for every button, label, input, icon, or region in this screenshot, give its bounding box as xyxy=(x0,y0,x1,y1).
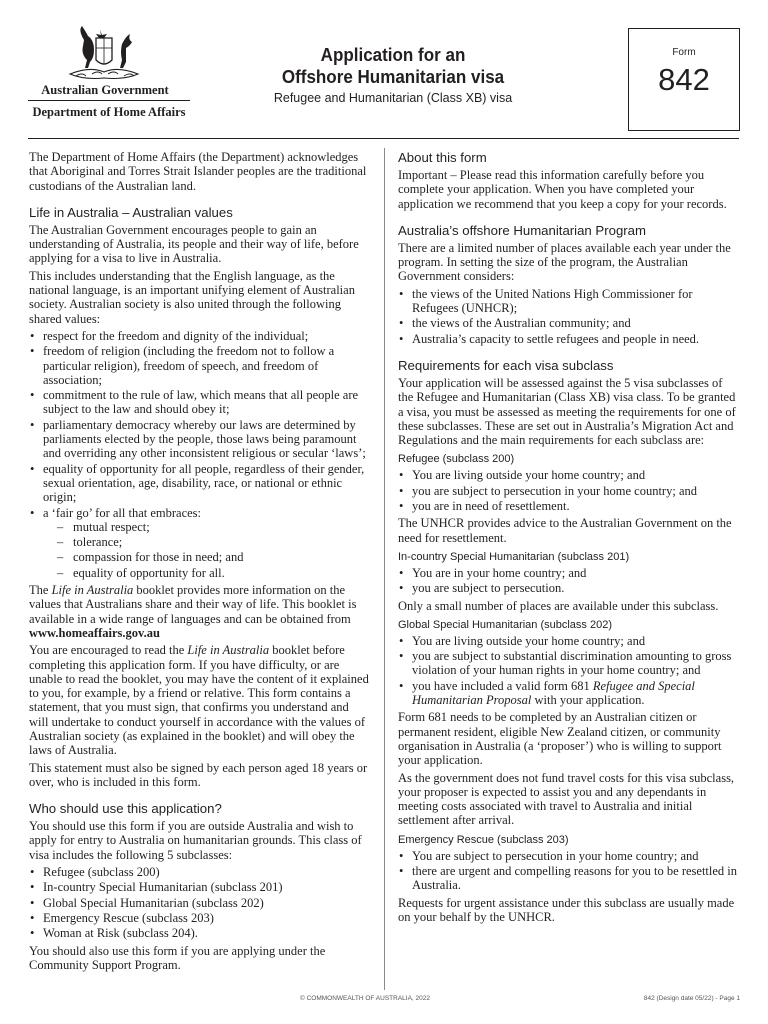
section-heading-who: Who should use this application? xyxy=(29,801,222,817)
values-list xyxy=(29,329,369,580)
section-heading-requirements: Requirements for each visa subclass xyxy=(398,357,614,373)
left-column xyxy=(29,150,369,975)
list-item: – compassion for those in need; and xyxy=(43,550,369,564)
paragraph: The Life in Australia booklet provides more information on the values that Australians share and their way of life. This booklet is available in a wide range of languages and can be obtained from www.homeaffairs.gov.au xyxy=(29,583,357,640)
list-item: • Woman at Risk (subclass 204). xyxy=(29,926,369,940)
paragraph: Important – Please read this information carefully before you complete your application. When you have completed your application we recommend that you keep a copy for your records. xyxy=(398,168,727,211)
list-item: • freedom of religion (including the freedom not to follow a particular religion), freedom of speech, and freedom of association; xyxy=(29,344,369,387)
list-item: • you are subject to persecution in your home country; and xyxy=(398,484,740,498)
form-label: Form xyxy=(672,47,696,58)
list-item: • the views of the United Nations High Commissioner for Refugees (UNHCR); xyxy=(398,287,740,316)
subheading-emergency: Emergency Rescue (subclass 203) xyxy=(398,833,569,846)
section-heading-program: Australia’s offshore Humanitarian Program xyxy=(398,222,646,238)
paragraph: The Australian Government encourages people to gain an understanding of Australia, its people and their way of life, before applying for a visa to live in Australia. xyxy=(29,222,359,266)
program-list xyxy=(398,287,740,346)
paragraph: There are a limited number of places available each year under the program. In setting the size of the program, the Australian Government considers: xyxy=(398,240,731,284)
list-item: • You are living outside your home country; and xyxy=(398,468,740,482)
list-item: – equality of opportunity for all. xyxy=(43,566,369,580)
list-item: • You are subject to persecution in your home country; and xyxy=(398,849,740,863)
paragraph: Requests for urgent assistance under this subclass are usually made on your behalf by the UNHCR. xyxy=(398,895,735,924)
government-divider xyxy=(28,100,190,101)
paragraph: This statement must also be signed by each person aged 18 years or over, who is included in this form. xyxy=(29,760,368,789)
title-line-1: Application for an xyxy=(320,44,466,65)
list-item: • Australia’s capacity to settle refugees and people in need. xyxy=(398,332,740,346)
column-divider xyxy=(384,148,385,990)
list-item: • equality of opportunity for all people, regardless of their gender, sexual orientation, age, disability, race, or national or ethnic origin; xyxy=(29,462,369,505)
section-heading-values: Life in Australia – Australian values xyxy=(29,204,233,220)
list-item: • you have included a valid form 681 Refugee and Special Humanitarian Proposal with your application. xyxy=(398,679,740,708)
list-item: • there are urgent and compelling reasons for you to be resettled in Australia. xyxy=(398,864,740,893)
section-heading-about: About this form xyxy=(398,150,487,165)
paragraph: Form 681 needs to be completed by an Australian citizen or permanent resident, eligible New Zealand citizen, or community organisation in Australia (a ‘proposer’) who is willing to support your application. xyxy=(398,710,722,768)
right-column xyxy=(398,150,740,927)
form-header xyxy=(0,0,768,140)
website-link[interactable]: www.homeaffairs.gov.au xyxy=(29,625,160,640)
paragraph: You are encouraged to read the Life in Australia booklet before completing this application form. If you have difficulty, or are unable to read the booklet, you may have the content of it explained to you, for example, by a friend or relative. This form contains a statement, that you must sign, that confirms you understand and will undertake to conduct yourself in accordance with the values of Australian society (as explained in the booklet) and will obey the laws of Australia. xyxy=(29,643,369,758)
acknowledgement: The Department of Home Affairs (the Department) acknowledges that Aboriginal and Torres Strait Islander peoples are the traditional custodians of the Australian land. xyxy=(29,150,367,193)
list-item: • Emergency Rescue (subclass 203) xyxy=(29,911,369,925)
list-item: • you are subject to persecution. xyxy=(398,581,740,595)
footer-page-reference: 842 (Design date 05/22) - Page 1 xyxy=(643,995,740,1002)
paragraph: You should also use this form if you are applying under the Community Support Program. xyxy=(29,943,326,972)
paragraph: The UNHCR provides advice to the Australian Government on the need for resettlement. xyxy=(398,516,732,545)
list-item: • you are in need of resettlement. xyxy=(398,499,740,513)
form-number-box xyxy=(628,28,740,131)
paragraph: Your application will be assessed against the 5 visa subclasses of the Refugee and Humanitarian (Class XB) visa class. To be granted a visa, you must be assessed as meeting the requirements for one of these subclasses. These are set out in Australia’s Migration Act and Regulations and the main requirements for each subclass are: xyxy=(398,375,736,448)
list-item: • you are subject to substantial discrimination amounting to gross violation of your human rights in your home country; and xyxy=(398,649,740,678)
list-item: • In-country Special Humanitarian (subclass 201) xyxy=(29,880,369,894)
subheading-in-country: In-country Special Humanitarian (subclass 201) xyxy=(398,550,630,563)
emergency-list xyxy=(398,849,740,893)
list-item-text: a ‘fair go’ for all that embraces: xyxy=(43,505,202,520)
subheading-refugee: Refugee (subclass 200) xyxy=(398,453,515,466)
global-list xyxy=(398,634,740,707)
paragraph: As the government does not fund travel costs for this visa subclass, your proposer is expected to assist you and any dependants in meeting costs associated with travel to Australia and initial settlement after arrival. xyxy=(398,770,735,828)
list-item xyxy=(29,506,369,580)
in-country-list xyxy=(398,566,740,596)
page-subtitle: Refugee and Humanitarian (Class XB) visa xyxy=(273,91,513,105)
department-name: Department of Home Affairs xyxy=(32,105,186,119)
form-number: 842 xyxy=(658,62,710,97)
government-name: Australian Government xyxy=(41,83,169,97)
page-title xyxy=(269,44,517,88)
paragraph: Only a small number of places are available under this subclass. xyxy=(398,598,719,613)
list-item: – tolerance; xyxy=(43,535,369,549)
subclass-list xyxy=(29,865,369,940)
list-item: • Global Special Humanitarian (subclass 202) xyxy=(29,896,369,910)
list-item: • the views of the Australian community; and xyxy=(398,316,740,330)
subheading-global: Global Special Humanitarian (subclass 202) xyxy=(398,618,612,631)
list-item: • respect for the freedom and dignity of the individual; xyxy=(29,329,369,343)
title-line-2: Offshore Humanitarian visa xyxy=(281,66,505,87)
list-item: – mutual respect; xyxy=(43,520,369,534)
list-item: • commitment to the rule of law, which means that all people are subject to the law and should obey it; xyxy=(29,388,369,417)
coat-of-arms-icon xyxy=(62,26,146,86)
list-item: • Refugee (subclass 200) xyxy=(29,865,369,879)
paragraph: This includes understanding that the English language, as the national language, is an important unifying element of Australian society. Australian society is also united through the following shared values: xyxy=(29,268,355,326)
fair-go-list xyxy=(43,520,369,580)
header-divider xyxy=(28,138,739,139)
refugee-list xyxy=(398,468,740,513)
footer-copyright: © COMMONWEALTH OF AUSTRALIA, 2022 xyxy=(300,995,430,1002)
list-item: • You are living outside your home country; and xyxy=(398,634,740,648)
paragraph: You should use this form if you are outside Australia and wish to apply for entry to Australia on humanitarian grounds. This class of visa includes the following 5 subclasses: xyxy=(29,819,362,862)
list-item: • parliamentary democracy whereby our laws are determined by parliaments elected by the people, those laws being paramount and overriding any other inconsistent religious or secular ‘laws’; xyxy=(29,418,369,461)
list-item: • You are in your home country; and xyxy=(398,566,740,580)
